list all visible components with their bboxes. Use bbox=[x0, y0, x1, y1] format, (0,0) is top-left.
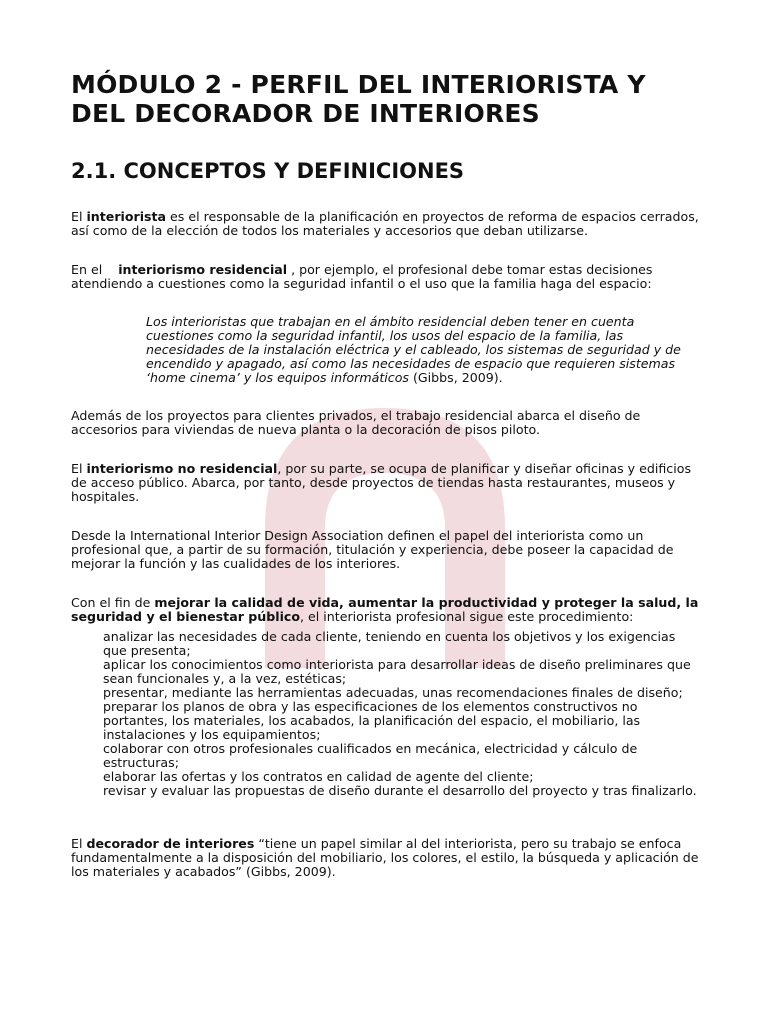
quote-citation: (Gibbs, 2009). bbox=[408, 370, 503, 385]
paragraph-interiorismo-residencial: En el interiorismo residencial , por ejemplo, el profesional debe tomar estas decisiones atendiendo a cuestiones como la seguridad infantil o el uso que la familia haga del espacio: bbox=[71, 262, 653, 291]
paragraph-decorador: El decorador de interiores “tiene un papel similar al del interiorista, pero su trabajo se enfoca fundamentalmente a la disposición del mobiliario, los colores, el estilo, la búsqueda y aplicación de los materiales y acabados” (Gibbs, 2009). bbox=[71, 836, 699, 879]
list-item: presentar, mediante las herramientas adecuadas, unas recomendaciones finales de diseño; bbox=[103, 685, 683, 700]
section-title: 2.1. CONCEPTOS Y DEFINICIONES bbox=[71, 159, 465, 183]
paragraph-proyectos-privados: Además de los proyectos para clientes privados, el trabajo residencial abarca el diseño de accesorios para viviendas de nueva planta o la decoración de pisos piloto. bbox=[71, 408, 641, 437]
paragraph-no-residencial: El interiorismo no residencial, por su parte, se ocupa de planificar y diseñar oficinas y edificios de acceso público. Abarca, por tanto, desde proyectos de tiendas hasta restaurantes, museos y hospitales. bbox=[71, 461, 692, 504]
paragraph-interiorista: El interiorista es el responsable de la planificación en proyectos de reforma de espacios cerrados, así como de la elección de todos los materiales y accesorios que deban utilizarse. bbox=[71, 209, 699, 238]
page-title: MÓDULO 2 - PERFIL DEL INTERIORISTA Y DEL DECORADOR DE INTERIORES bbox=[71, 70, 646, 128]
list-item: analizar las necesidades de cada cliente, teniendo en cuenta los objetivos y los exigencias que presenta; bbox=[103, 629, 676, 658]
list-item: revisar y evaluar las propuestas de diseño durante el desarrollo del proyecto y tras finalizarlo. bbox=[103, 783, 697, 798]
list-item: elaborar las ofertas y los contratos en calidad de agente del cliente; bbox=[103, 769, 534, 784]
list-item: colaborar con otros profesionales cualificados en mecánica, electricidad y cálculo de estructuras; bbox=[103, 741, 638, 770]
list-item: preparar los planos de obra y las especificaciones de los elementos constructivos no portantes, los materiales, los acabados, la planificación del espacio, el mobiliario, las instalaciones y los equipamientos; bbox=[103, 699, 641, 742]
paragraph-iida: Desde la International Interior Design Association definen el papel del interiorista como un profesional que, a partir de su formación, titulación y experiencia, debe poseer la capacidad de mejorar la función y las cualidades de los interiores. bbox=[71, 528, 674, 571]
document-page bbox=[71, 70, 701, 879]
procedure-list bbox=[103, 630, 701, 798]
block-quote: Los interioristas que trabajan en el ámbito residencial deben tener en cuenta cuestiones como la seguridad infantil, los usos del espacio de la familia, las necesidades de la instalación eléctrica y el cableado, los sistemas de seguridad y de encendido y apagado, así como las necesidades de espacio que requieren sistemas ‘home cinema’ y los equipos informáticos (Gibbs, 2009). bbox=[146, 314, 681, 385]
list-item: aplicar los conocimientos como interiorista para desarrollar ideas de diseño preliminares que sean funcionales y, a la vez, estéticas; bbox=[103, 657, 691, 686]
paragraph-procedimiento-intro: Con el fin de mejorar la calidad de vida, aumentar la productividad y proteger la salud, la seguridad y el bienestar público, el interiorista profesional sigue este procedimiento: bbox=[71, 595, 699, 624]
